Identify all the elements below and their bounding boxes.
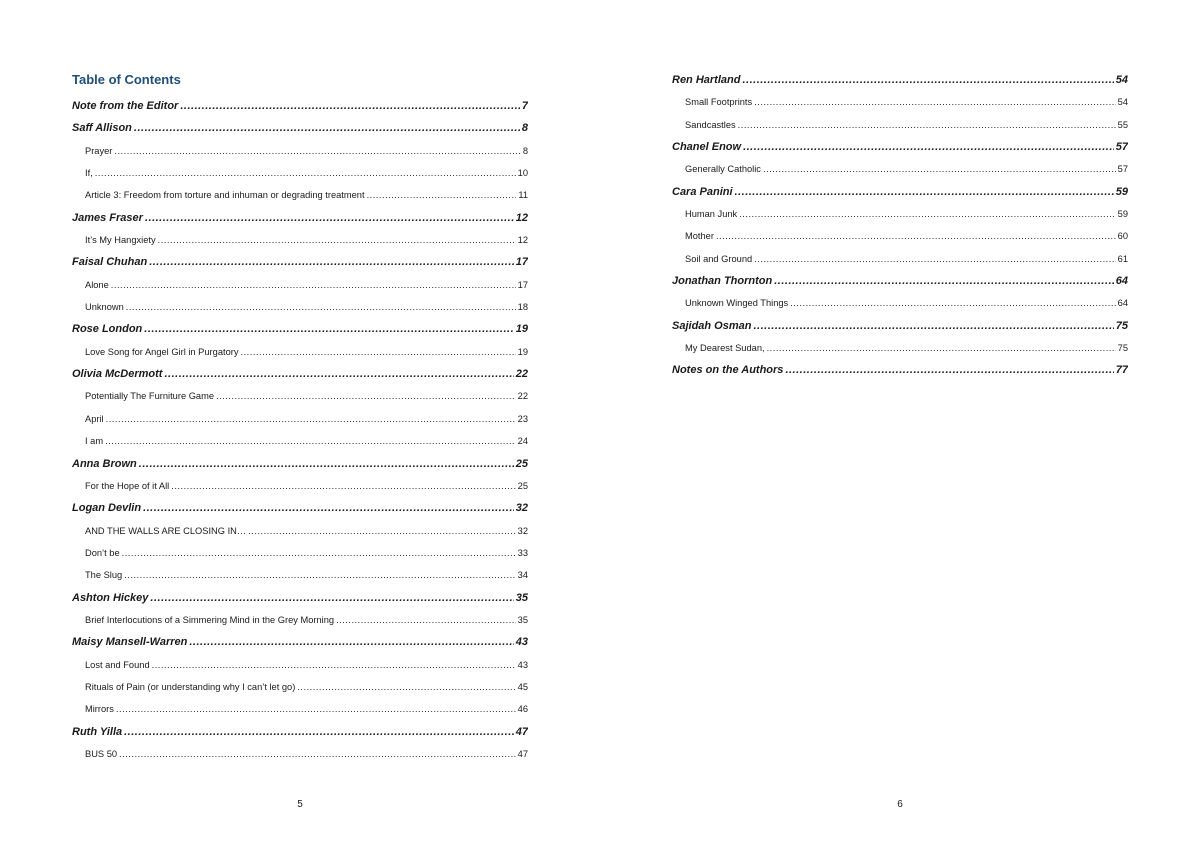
toc-entry-page: 75 (1115, 319, 1128, 332)
dot-leader (150, 587, 513, 609)
dot-leader (367, 184, 517, 206)
toc-entry-title: Rose London (72, 323, 143, 336)
toc-entry-page: 17 (517, 279, 528, 290)
toc-author-entry[interactable] (72, 117, 528, 139)
toc-author-entry[interactable] (672, 136, 1128, 158)
toc-entry-title: Ruth Yilla (72, 725, 123, 738)
toc-entry-page: 19 (515, 323, 528, 336)
dot-leader (114, 140, 520, 162)
toc-entry-page: 12 (517, 235, 528, 246)
toc-entry-title: Love Song for Angel Girl in Purgatory (85, 346, 239, 357)
toc-poem-entry[interactable] (72, 542, 528, 564)
toc-entry-page: 25 (517, 480, 528, 491)
toc-author-entry[interactable] (72, 631, 528, 653)
page-number-left: 5 (297, 799, 303, 810)
toc-author-entry[interactable] (672, 270, 1128, 292)
toc-entry-title: Jonathan Thornton (672, 275, 773, 288)
toc-entry-title: My Dearest Sudan, (685, 343, 765, 354)
toc-entry-title: Small Footprints (685, 97, 753, 108)
toc-poem-entry[interactable] (72, 274, 528, 296)
toc-entry-page: 25 (515, 457, 528, 470)
toc-poem-entry[interactable] (72, 408, 528, 430)
toc-author-entry[interactable] (672, 69, 1128, 91)
toc-entry-page: 23 (517, 413, 528, 424)
toc-poem-entry[interactable] (72, 698, 528, 720)
dot-leader (735, 181, 1114, 203)
toc-entry-page: 61 (1117, 253, 1128, 264)
toc-entry-page: 57 (1117, 164, 1128, 175)
toc-entry-title: Sandcastles (685, 119, 736, 130)
toc-author-entry[interactable] (72, 721, 528, 743)
toc-entry-title: Human Junk (685, 209, 738, 220)
toc-author-entry[interactable] (72, 318, 528, 340)
toc-entry-title: If, (85, 168, 93, 179)
toc-entry-title: Notes on the Authors (672, 364, 784, 377)
toc-entry-title: For the Hope of it All (85, 480, 170, 491)
dot-leader (134, 117, 520, 139)
toc-entry-page: 77 (1115, 364, 1128, 377)
dot-leader (716, 225, 1116, 247)
toc-entry-page: 32 (515, 502, 528, 515)
toc-entry-page: 64 (1117, 298, 1128, 309)
toc-list-right (672, 69, 1128, 382)
toc-poem-entry[interactable] (72, 430, 528, 452)
toc-poem-entry[interactable] (672, 248, 1128, 270)
toc-entry-page: 7 (521, 100, 528, 112)
dot-leader (95, 162, 516, 184)
dot-leader (241, 341, 516, 363)
dot-leader (119, 743, 516, 765)
toc-entry-title: It’s My Hangxiety (85, 235, 156, 246)
dot-leader (753, 315, 1113, 337)
toc-poem-entry[interactable] (72, 609, 528, 631)
dot-leader (754, 248, 1115, 270)
toc-entry-title: Ren Hartland (672, 74, 741, 86)
toc-entry-page: 8 (521, 122, 528, 135)
toc-poem-entry[interactable] (72, 184, 528, 206)
toc-entry-page: 46 (517, 704, 528, 715)
toc-author-entry[interactable] (72, 95, 528, 117)
toc-list-left (72, 95, 528, 765)
dot-leader (124, 721, 514, 743)
toc-author-entry[interactable] (672, 181, 1128, 203)
toc-poem-entry[interactable] (72, 654, 528, 676)
toc-entry-page: 19 (517, 346, 528, 357)
toc-poem-entry[interactable] (72, 564, 528, 586)
dot-leader (763, 158, 1116, 180)
dot-leader (105, 430, 516, 452)
toc-entry-title: April (85, 413, 104, 424)
toc-entry-title: Logan Devlin (72, 502, 142, 515)
toc-entry-title: Potentially The Furniture Game (85, 391, 215, 402)
toc-entry-title: Don’t be (85, 547, 120, 558)
toc-entry-title: Mirrors (85, 704, 114, 715)
toc-poem-entry[interactable] (72, 140, 528, 162)
toc-entry-title: Cara Panini (672, 185, 733, 198)
dot-leader (144, 318, 513, 340)
toc-entry-page: 8 (522, 145, 528, 156)
toc-entry-page: 55 (1117, 119, 1128, 130)
dot-leader (785, 359, 1113, 381)
toc-entry-page: 18 (517, 302, 528, 313)
toc-entry-title: Sajidah Osman (672, 319, 752, 332)
dot-leader (739, 203, 1115, 225)
toc-author-entry[interactable] (72, 453, 528, 475)
toc-entry-page: 57 (1115, 141, 1128, 154)
toc-entry-title: Mother (685, 231, 714, 242)
dot-leader (738, 114, 1116, 136)
toc-entry-title: Lost and Found (85, 659, 150, 670)
dot-leader (774, 270, 1114, 292)
toc-entry-title: Anna Brown (72, 457, 137, 470)
dot-leader (164, 363, 513, 385)
toc-entry-title: AND THE WALLS ARE CLOSING IN… (85, 525, 247, 536)
toc-entry-title: Prayer (85, 145, 113, 156)
toc-entry-title: Saff Allison (72, 122, 132, 135)
toc-author-entry[interactable] (72, 363, 528, 385)
toc-entry-title: Brief Interlocutions of a Simmering Mind in the Grey Morning (85, 614, 335, 625)
toc-entry-page: 54 (1115, 74, 1128, 86)
dot-leader (143, 497, 514, 519)
toc-entry-title: Ashton Hickey (72, 591, 149, 604)
toc-entry-title: Unknown (85, 302, 124, 313)
toc-entry-title: The Slug (85, 570, 123, 581)
dot-leader (106, 408, 516, 430)
dot-leader (754, 91, 1115, 113)
toc-entry-page: 59 (1117, 209, 1128, 220)
toc-poem-entry[interactable] (72, 475, 528, 497)
toc-entry-title: I am (85, 436, 104, 447)
toc-entry-page: 24 (517, 436, 528, 447)
dot-leader (122, 542, 516, 564)
toc-entry-title: Article 3: Freedom from torture and inhuman or degrading treatment (85, 190, 365, 201)
dot-leader (742, 69, 1113, 91)
toc-entry-page: 35 (515, 591, 528, 604)
toc-entry-title: Chanel Enow (672, 141, 742, 154)
toc-poem-entry[interactable] (672, 91, 1128, 113)
toc-heading: Table of Contents (72, 72, 181, 87)
toc-entry-page: 54 (1117, 97, 1128, 108)
toc-entry-title: Generally Catholic (685, 164, 761, 175)
dot-leader (743, 136, 1114, 158)
page-number-right: 6 (897, 799, 903, 810)
toc-entry-title: Maisy Mansell-Warren (72, 636, 188, 649)
toc-entry-page: 75 (1117, 343, 1128, 354)
toc-author-entry[interactable] (72, 251, 528, 273)
toc-entry-title: Note from the Editor (72, 100, 179, 112)
toc-entry-page: 10 (517, 168, 528, 179)
toc-entry-page: 12 (515, 211, 528, 224)
right-page (600, 0, 1200, 849)
toc-poem-entry[interactable] (72, 296, 528, 318)
dot-leader (152, 654, 516, 676)
dot-leader (145, 207, 514, 229)
toc-poem-entry[interactable] (672, 225, 1128, 247)
toc-entry-title: Faisal Chuhan (72, 256, 148, 269)
toc-entry-page: 32 (517, 525, 528, 536)
toc-entry-page: 47 (515, 725, 528, 738)
toc-entry-page: 64 (1115, 275, 1128, 288)
dot-leader (158, 229, 516, 251)
toc-entry-page: 47 (517, 748, 528, 759)
toc-poem-entry[interactable] (72, 341, 528, 363)
toc-author-entry[interactable] (72, 587, 528, 609)
toc-entry-title: James Fraser (72, 211, 143, 224)
dot-leader (790, 292, 1115, 314)
toc-poem-entry[interactable] (72, 520, 528, 542)
toc-poem-entry[interactable] (672, 203, 1128, 225)
toc-entry-title: Alone (85, 279, 109, 290)
toc-poem-entry[interactable] (672, 292, 1128, 314)
toc-entry-title: Soil and Ground (685, 253, 753, 264)
toc-entry-page: 43 (517, 659, 528, 670)
toc-author-entry[interactable] (672, 359, 1128, 381)
dot-leader (124, 564, 515, 586)
toc-entry-page: 60 (1117, 231, 1128, 242)
toc-entry-page: 22 (515, 368, 528, 381)
toc-entry-title: BUS 50 (85, 748, 118, 759)
toc-author-entry[interactable] (672, 315, 1128, 337)
dot-leader (116, 698, 516, 720)
toc-entry-page: 17 (515, 256, 528, 269)
dot-leader (111, 274, 516, 296)
dot-leader (767, 337, 1116, 359)
toc-entry-title: Olivia McDermott (72, 368, 163, 381)
toc-entry-title: Rituals of Pain (or understanding why I can’t let go) (85, 681, 296, 692)
toc-poem-entry[interactable] (72, 162, 528, 184)
toc-poem-entry[interactable] (72, 676, 528, 698)
dot-leader (126, 296, 516, 318)
toc-entry-title: Unknown Winged Things (685, 298, 789, 309)
dot-leader (139, 453, 514, 475)
toc-poem-entry[interactable] (72, 385, 528, 407)
dot-leader (149, 251, 514, 273)
dot-leader (297, 676, 515, 698)
toc-author-entry[interactable] (72, 207, 528, 229)
toc-entry-page: 43 (515, 636, 528, 649)
toc-poem-entry[interactable] (672, 158, 1128, 180)
dot-leader (336, 609, 516, 631)
toc-poem-entry[interactable] (72, 743, 528, 765)
toc-poem-entry[interactable] (672, 337, 1128, 359)
toc-entry-page: 22 (517, 391, 528, 402)
dot-leader (216, 385, 516, 407)
dot-leader (180, 95, 520, 117)
toc-entry-page: 59 (1115, 185, 1128, 198)
toc-entry-page: 34 (517, 570, 528, 581)
dot-leader (189, 631, 513, 653)
dot-leader (171, 475, 515, 497)
dot-leader (248, 520, 515, 542)
toc-poem-entry[interactable] (72, 229, 528, 251)
toc-author-entry[interactable] (72, 497, 528, 519)
toc-entry-page: 33 (517, 547, 528, 558)
toc-entry-page: 45 (517, 681, 528, 692)
toc-entry-page: 11 (518, 190, 528, 201)
toc-poem-entry[interactable] (672, 114, 1128, 136)
toc-entry-page: 35 (517, 614, 528, 625)
